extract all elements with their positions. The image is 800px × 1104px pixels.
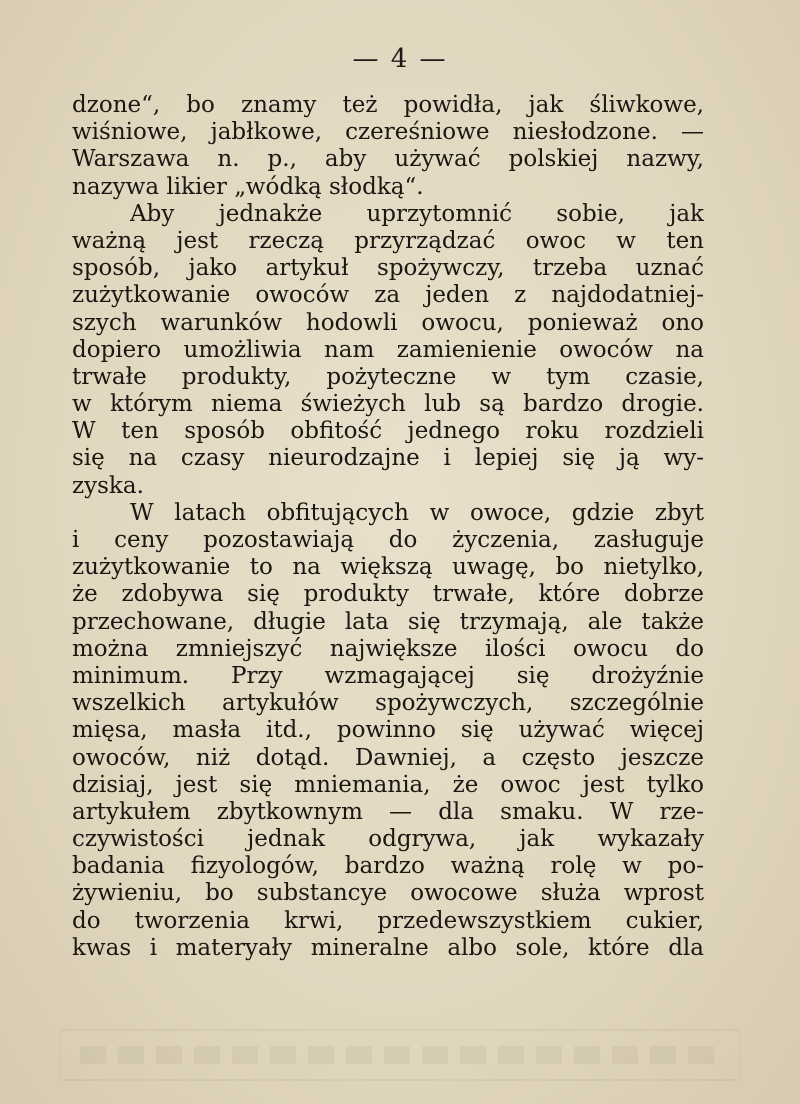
text-line: dzone“, bo znamy też powidła, jak śliwkowe, — [72, 92, 704, 118]
text-line: zużytkowanie to na większą uwagę, bo nietylko, — [72, 554, 704, 581]
text-line: Warszawa n. p., aby używać polskiej nazwy, — [72, 146, 704, 173]
text-line: przechowane, długie lata się trzymają, ale także — [72, 608, 704, 635]
text-line: zyska. — [72, 472, 144, 499]
text-line: że zdobywa się produkty trwałe, które dobrze — [72, 581, 704, 608]
text-line: wiśniowe, jabłkowe, czereśniowe niesłodzone. — — [72, 119, 704, 146]
text-line: mięsa, masła itd., powinno się używać więcej — [72, 717, 704, 744]
text-line: do tworzenia krwi, przedewszystkiem cukier, — [72, 907, 704, 934]
text-line: W ten sposób obfitość jednego roku rozdzieli — [72, 418, 704, 445]
text-line: kwas i materyały mineralne albo sole, które dla — [72, 934, 704, 961]
text-line: i ceny pozostawiają do życzenia, zasługuje — [72, 527, 704, 553]
page-number: — 4 — — [352, 44, 448, 74]
text-line: można zmniejszyć największe ilości owocu do — [72, 635, 704, 662]
text-line: się na czasy nieurodzajne i lepiej się ją wy- — [72, 445, 704, 472]
text-line: żywieniu, bo substancye owocowe służa wprost — [72, 880, 704, 907]
text-line: trwałe produkty, pożyteczne w tym czasie, — [72, 363, 704, 390]
body-text — [72, 92, 704, 962]
text-line: sposób, jako artykuł spożywczy, trzeba uznać — [72, 255, 704, 282]
text-line: dopiero umożliwia nam zamienienie owoców na — [72, 336, 704, 363]
text-line: czywistości jednak odgrywa, jak wykazały — [72, 826, 704, 853]
text-line: minimum. Przy wzmagającej się drożyźnie — [72, 662, 704, 689]
watermark-image — [60, 1020, 740, 1090]
text-line: nazywa likier „wódką słodką“. — [72, 173, 424, 200]
text-line: wszelkich artykułów spożywczych, szczególnie — [72, 690, 704, 717]
text-line: W latach obfitujących w owoce, gdzie zbyt — [130, 499, 704, 526]
text-line: owoców, niż dotąd. Dawniej, a często jeszcze — [72, 744, 704, 771]
text-line: w którym niema świeżych lub są bardzo drogie. — [72, 391, 704, 418]
text-line: szych warunków hodowli owocu, ponieważ ono — [72, 309, 704, 336]
text-line: Aby jednakże uprzytomnić sobie, jak — [130, 200, 704, 227]
text-line: zużytkowanie owoców za jeden z najdodatniej- — [72, 282, 704, 309]
text-line: artykułem zbytkownym — dla smaku. W rze- — [72, 798, 704, 825]
text-line: dzisiaj, jest się mniemania, że owoc jest tylko — [72, 771, 704, 798]
text-line: ważną jest rzeczą przyrządzać owoc w ten — [72, 227, 704, 254]
text-line: badania fizyologów, bardzo ważną rolę w po- — [72, 853, 704, 880]
